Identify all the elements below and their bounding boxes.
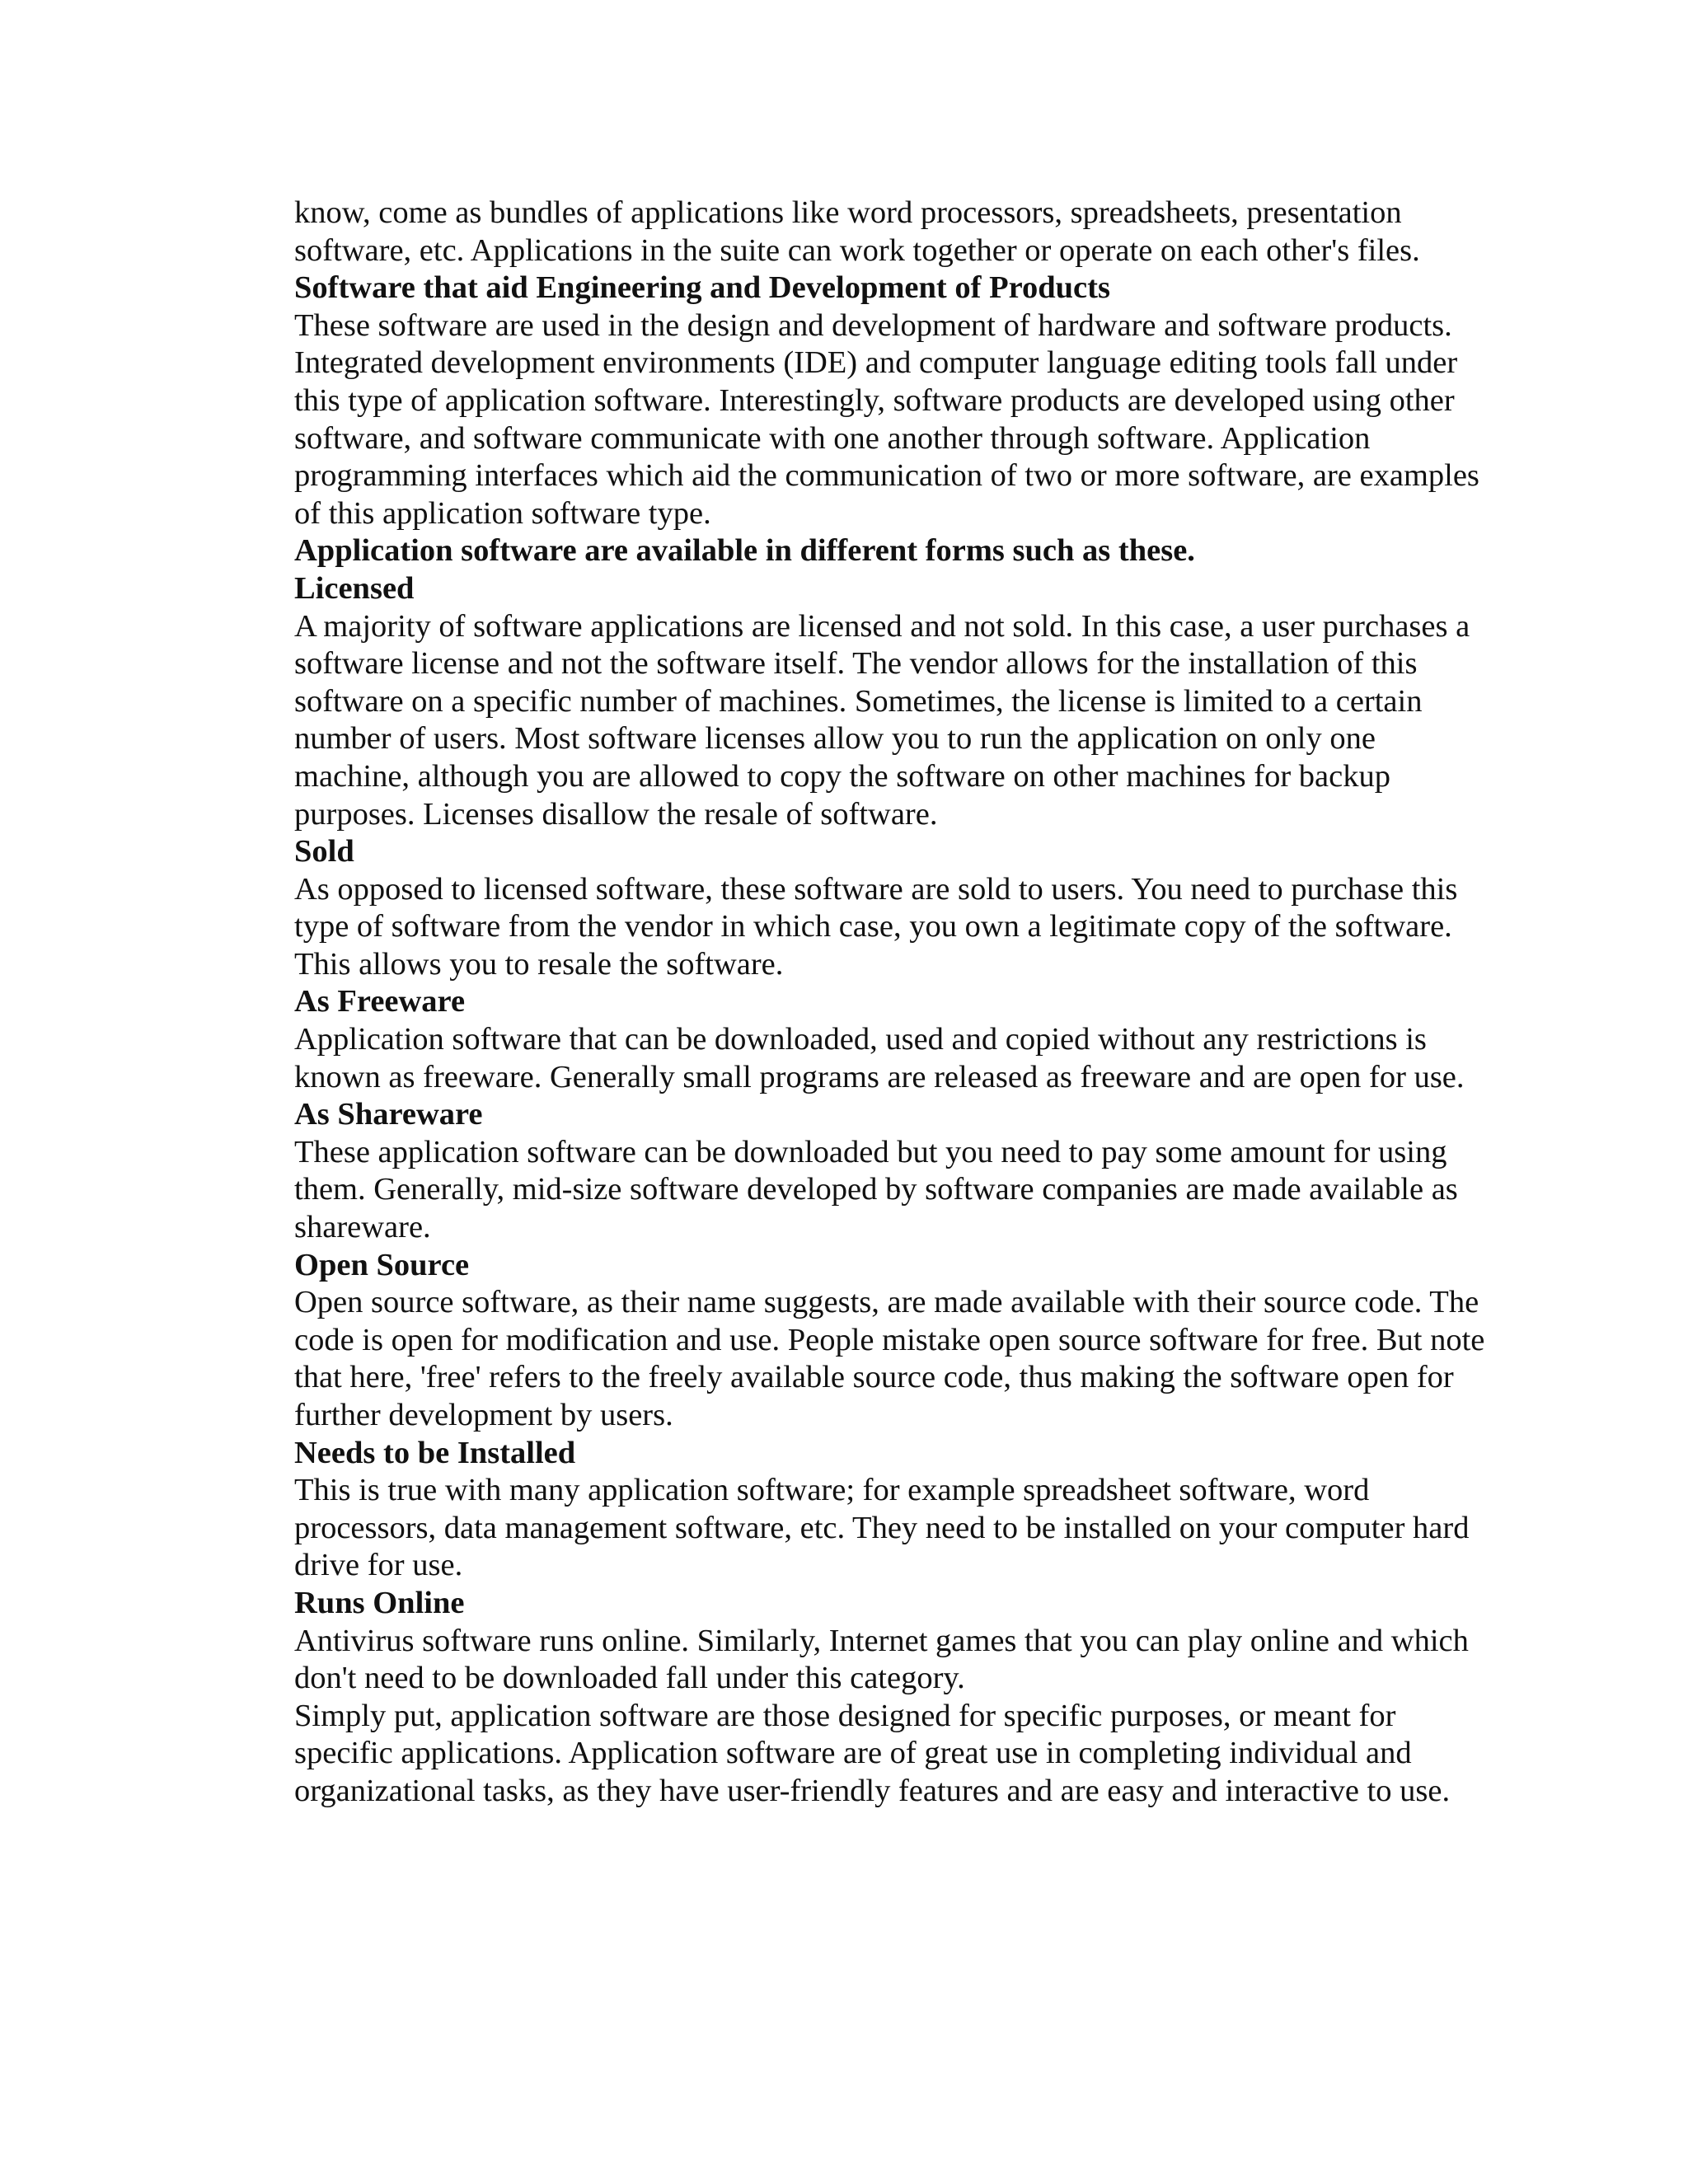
heading-shareware: As Shareware — [294, 1097, 483, 1132]
heading-runs-online: Runs Online — [294, 1585, 465, 1620]
heading-sold: Sold — [294, 834, 354, 869]
document-page — [294, 194, 1489, 1811]
heading-needs-installed: Needs to be Installed — [294, 1435, 576, 1470]
paragraph-licensed: A majority of software applications are licensed and not sold. In this case, a user purchases a software license and not the software itself. The vendor allows for the installation of this software on a specific number of machines. Sometimes, the license is limited to a certain number of users. Most software licenses allow you to run the application on only one machine, although you are allowed to copy the software on other machines for backup purposes. Licenses disallow the resale of software. — [294, 608, 1470, 832]
paragraph-needs-installed: This is true with many application software; for example spreadsheet software, word processors, data management software, etc. They need to be installed on your computer hard drive for use. — [294, 1473, 1470, 1583]
heading-freeware: As Freeware — [294, 984, 466, 1019]
paragraph-runs-online: Antivirus software runs online. Similarly, Internet games that you can play online and which don't need to be downloaded fall under this category. — [294, 1623, 1469, 1696]
paragraph-open-source: Open source software, as their name suggests, are made available with their source code. The code is open for modification and use. People mistake open source software for free. But note that here, 'free' refers to the freely available source code, thus making the software open for further development by users. — [294, 1285, 1485, 1432]
heading-licensed: Licensed — [294, 570, 415, 606]
paragraph-engineering-software: These software are used in the design and development of hardware and software products. Integrated development environments (IDE) and computer language editing tools fall under this type of application software. Interestingly, software products are developed using other software, and software communicate with one another through software. Application programming interfaces which aid the communication of two or more software, are examples of this application software type. — [294, 307, 1479, 531]
heading-available-forms: Application software are available in different forms such as these. — [294, 533, 1195, 569]
paragraph-conclusion: Simply put, application software are those designed for specific purposes, or meant for specific applications. Application software are of great use in completing individual and organizational tasks, as they have user-friendly features and are easy and interactive to use. — [294, 1698, 1451, 1808]
paragraph-suite-continuation: know, come as bundles of applications like word processors, spreadsheets, presentation software, etc. Applications in the suite can work together or operate on each other's files. — [294, 195, 1420, 268]
paragraph-freeware: Application software that can be downloaded, used and copied without any restrictions is known as freeware. Generally small programs are released as freeware and are open for use. — [294, 1022, 1465, 1094]
heading-engineering-software: Software that aid Engineering and Development of Products — [294, 270, 1110, 306]
heading-open-source: Open Source — [294, 1247, 470, 1282]
paragraph-shareware: These application software can be downloaded but you need to pay some amount for using them. Generally, mid-size software developed by software companies are made available as shareware. — [294, 1134, 1458, 1245]
paragraph-sold: As opposed to licensed software, these software are sold to users. You need to purchase this type of software from the vendor in which case, you own a legitimate copy of the software. This allows you to resale the software. — [294, 871, 1458, 982]
